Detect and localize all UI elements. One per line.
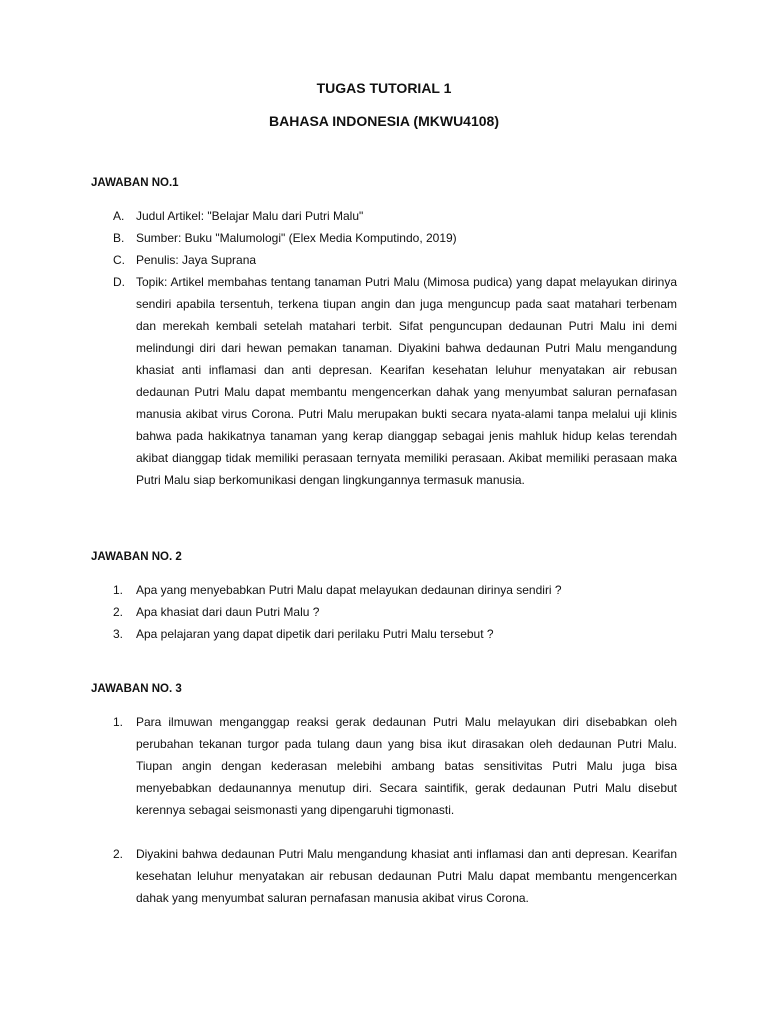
list-item bbox=[91, 711, 677, 821]
list-item-text: Sumber: Buku "Malumologi" (Elex Media Komputindo, 2019) bbox=[136, 231, 457, 245]
list-item bbox=[91, 601, 677, 623]
list-marker: 1. bbox=[113, 715, 124, 729]
list-marker: B. bbox=[113, 231, 125, 245]
list-marker: 3. bbox=[113, 627, 124, 641]
list-item-text: Apa yang menyebabkan Putri Malu dapat melayukan dedaunan dirinya sendiri ? bbox=[136, 583, 562, 597]
document-subtitle: BAHASA INDONESIA (MKWU4108) bbox=[269, 113, 499, 129]
list-marker: 2. bbox=[113, 605, 124, 619]
list-item-text: Topik: Artikel membahas tentang tanaman Putri Malu (Mimosa pudica) yang dapat melayukan dirinya sendiri apabila tersentuh, terkena tiupan angin dan juga menguncup pada saat matahari terbenam dan merekah kembali setelah matahari terbit. Sifat penguncupan dedaunan Putri Malu ini demi melindungi diri dari hewan pemakan tanaman. Diyakini bahwa dedaunan Putri Malu mengandung khasiat anti inflamasi dan anti depresan. Kearifan kesehatan leluhur menyatakan air rebusan dedaunan Putri Malu dapat membantu mengencerkan dahak yang menyumbat saluran pernafasan manusia akibat virus Corona. Putri Malu merupakan bukti secara nyata-alami tanpa melalui uji klinis bahwa pada hakikatnya tanaman yang kerap dianggap sebagai jenis mahluk hidup kelas terendah akibat dianggap tidak memiliki perasaan ternyata memiliki perasaan. Akibat memiliki perasaan maka Putri Malu siap berkomunikasi dengan lingkungannya termasuk manusia. bbox=[136, 275, 677, 487]
list-marker: 2. bbox=[113, 847, 124, 861]
section-heading-2: JAWABAN NO. 2 bbox=[91, 551, 182, 563]
list-item bbox=[91, 249, 677, 271]
list-item bbox=[91, 271, 677, 491]
list-item bbox=[91, 579, 677, 601]
list-marker: 1. bbox=[113, 583, 124, 597]
list-marker: D. bbox=[113, 275, 125, 289]
list-item-text: Apa khasiat dari daun Putri Malu ? bbox=[136, 605, 320, 619]
list-item-text: Judul Artikel: "Belajar Malu dari Putri Malu" bbox=[136, 209, 364, 223]
section-3-list bbox=[91, 711, 677, 909]
document-title: TUGAS TUTORIAL 1 bbox=[316, 80, 452, 96]
list-item bbox=[91, 623, 677, 645]
section-heading-1: JAWABAN NO.1 bbox=[91, 177, 179, 189]
list-item-text: Apa pelajaran yang dapat dipetik dari perilaku Putri Malu tersebut ? bbox=[136, 627, 494, 641]
list-marker: C. bbox=[113, 253, 125, 267]
section-1-list bbox=[91, 205, 677, 491]
list-item bbox=[91, 843, 677, 909]
list-marker: A. bbox=[113, 209, 125, 223]
section-2-list bbox=[91, 579, 677, 645]
list-item bbox=[91, 205, 677, 227]
list-item bbox=[91, 227, 677, 249]
list-item-text: Para ilmuwan menganggap reaksi gerak dedaunan Putri Malu melayukan diri disebabkan oleh perubahan tekanan turgor pada tulang daun yang bisa ikut dirasakan oleh dedaunan Putri Malu. Tiupan angin dengan kederasan melebihi ambang batas sensitivitas Putri Malu juga bisa menyebabkan dedaunannya menutup diri. Secara saintifik, gerak dedaunan Putri Malu disebut kerennya sebagai seismonasti yang dipengaruhi tigmonasti. bbox=[136, 715, 677, 817]
list-item-text: Penulis: Jaya Suprana bbox=[136, 253, 257, 267]
section-heading-3: JAWABAN NO. 3 bbox=[91, 683, 182, 695]
list-item-text: Diyakini bahwa dedaunan Putri Malu mengandung khasiat anti inflamasi dan anti depresan. Kearifan kesehatan leluhur menyatakan air rebusan dedaunan Putri Malu dapat membantu mengencerkan dahak yang menyumbat saluran pernafasan manusia akibat virus Corona. bbox=[136, 847, 677, 905]
